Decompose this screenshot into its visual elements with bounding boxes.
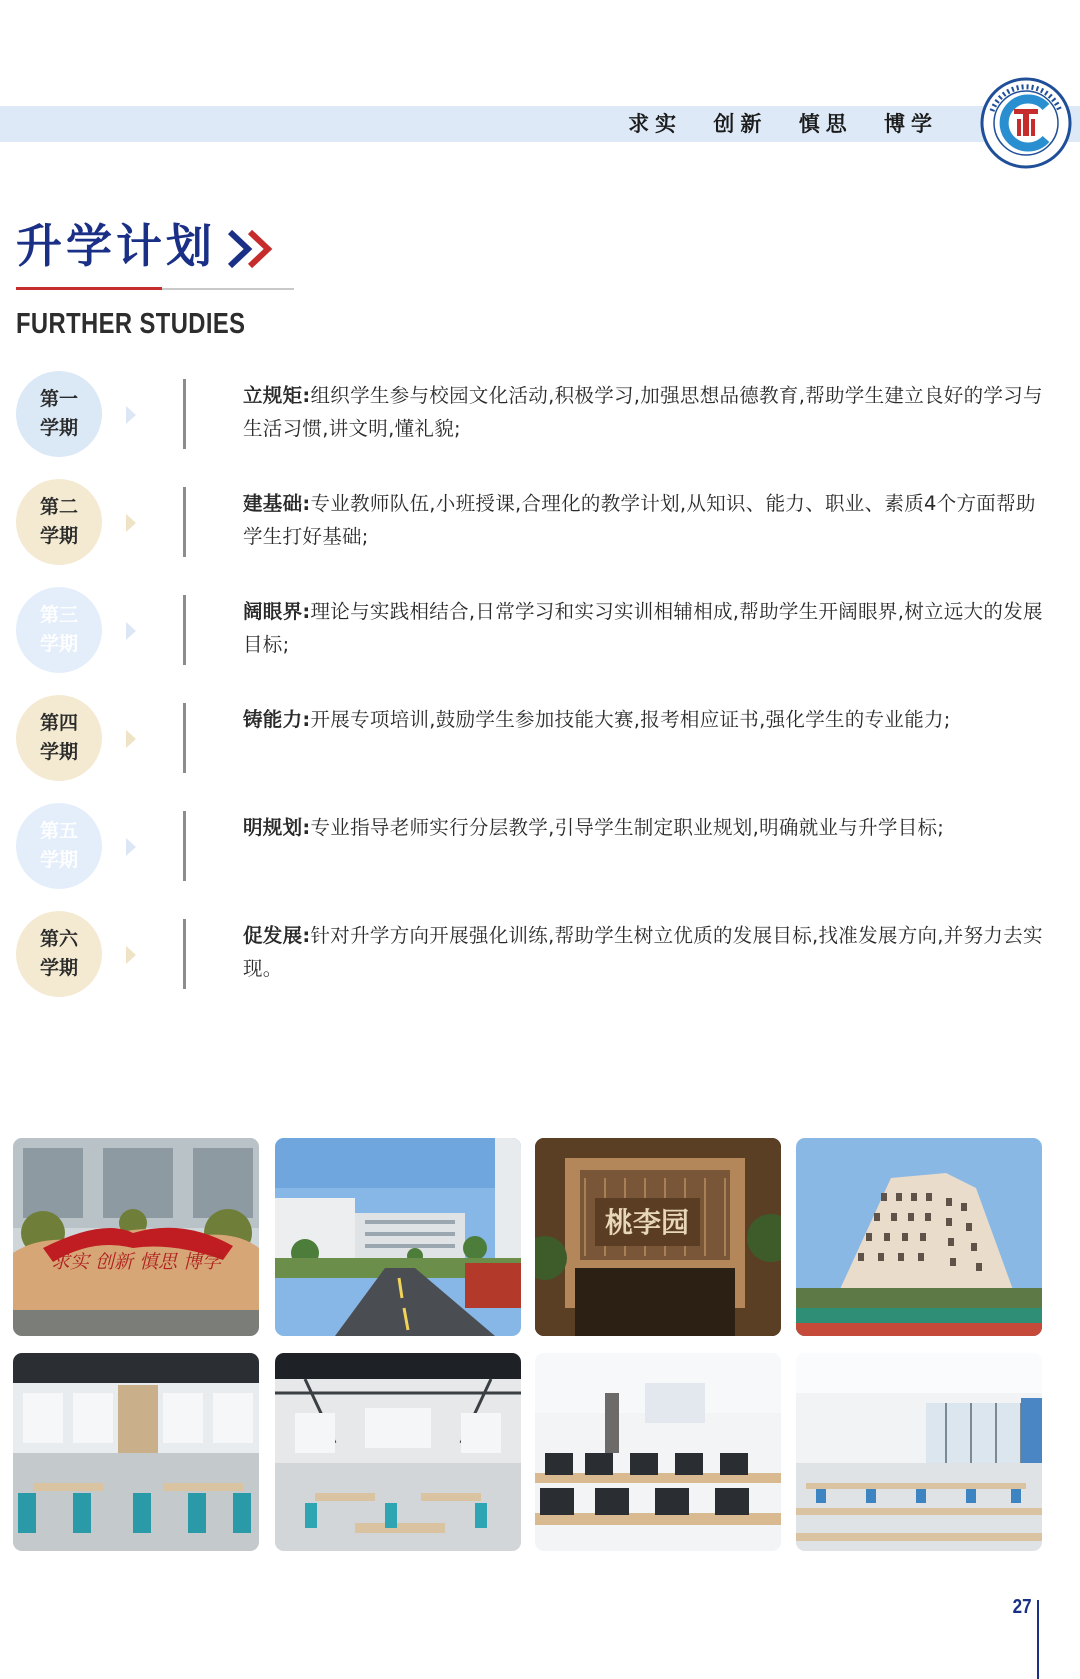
campus-photo-sign [535, 1138, 781, 1336]
campus-photo-dining-hall [275, 1353, 521, 1551]
divider [183, 919, 186, 989]
semester-badge [16, 695, 102, 781]
motto-word: 博学 [884, 111, 938, 136]
semester-label: 学期 [39, 633, 78, 655]
semester-label: 学期 [39, 849, 78, 871]
semester-label: 学期 [39, 957, 78, 979]
semester-number: 第二 [39, 496, 78, 518]
title-underline-accent [16, 287, 162, 290]
semester-description [243, 595, 1043, 661]
semester-detail: 专业指导老师实行分层教学,引导学生制定职业规划,明确就业与升学目标; [310, 816, 945, 839]
semester-keyword: 促发展: [243, 924, 311, 947]
campus-photo-road [275, 1138, 521, 1336]
divider [183, 487, 186, 557]
semester-detail: 理论与实践相结合,日常学习和实习实训相辅相成,帮助学生开阔眼界,树立远大的发展目标; [243, 600, 1043, 656]
semester-keyword: 建基础: [243, 492, 311, 515]
school-logo-icon [980, 77, 1072, 169]
semester-detail: 开展专项培训,鼓励学生参加技能大赛,报考相应证书,强化学生的专业能力; [310, 708, 951, 731]
title-underline [162, 288, 294, 290]
semester-number: 第三 [39, 604, 78, 626]
page-title: 升学计划 [16, 219, 216, 273]
semester-detail: 针对升学方向开展强化训练,帮助学生树立优质的发展目标,找准发展方向,并努力去实现。 [243, 924, 1043, 980]
motto-word: 求实 [628, 111, 683, 136]
semester-detail: 组织学生参与校园文化活动,积极学习,加强思想品德教育,帮助学生建立良好的学习与生活习惯,讲文明,懂礼貌; [243, 384, 1043, 440]
motto-word: 慎思 [798, 111, 853, 136]
semester-keyword: 铸能力: [243, 708, 311, 731]
semester-row [0, 369, 1080, 469]
arrow-right-icon [126, 406, 136, 424]
motto-word: 创新 [713, 111, 768, 136]
semester-badge [16, 803, 102, 889]
page-number-rule [1037, 1600, 1039, 1679]
semester-detail: 专业教师队伍,小班授课,合理化的教学计划,从知识、能力、职业、素质4个方面帮助学生打好基础; [243, 492, 1036, 548]
stone-motto-text: 求实 创新 慎思 博学 [50, 1251, 222, 1273]
divider [183, 703, 186, 773]
semester-keyword: 阔眼界: [243, 600, 311, 623]
semester-label: 学期 [39, 525, 78, 547]
semester-label: 学期 [39, 417, 78, 439]
divider [183, 811, 186, 881]
semester-description [243, 811, 1043, 844]
arrow-right-icon [126, 838, 136, 856]
semester-number: 第一 [39, 388, 78, 410]
page-number: 27 [1012, 1596, 1032, 1618]
school-motto [610, 106, 938, 142]
semester-badge [16, 479, 102, 565]
divider [183, 595, 186, 665]
semester-keyword: 明规划: [243, 816, 311, 839]
semester-badge [16, 371, 102, 457]
arrow-right-icon [126, 946, 136, 964]
campus-photo-classroom [796, 1353, 1042, 1551]
semester-number: 第四 [39, 712, 78, 734]
semester-number: 第五 [39, 820, 78, 842]
campus-photo-computer-lab [535, 1353, 781, 1551]
semester-description [243, 379, 1043, 445]
semester-badge [16, 587, 102, 673]
semester-row [0, 693, 1080, 793]
semester-number: 第六 [39, 928, 78, 950]
arrow-right-icon [126, 514, 136, 532]
arrow-right-icon [126, 730, 136, 748]
campus-photo-dormitory [796, 1138, 1042, 1336]
semester-description [243, 919, 1043, 985]
semester-description [243, 487, 1043, 553]
page-subtitle: FURTHER STUDIES [16, 308, 246, 340]
campus-photo-motto-stone [13, 1138, 259, 1336]
semester-row [0, 585, 1080, 685]
double-chevron-icon [226, 229, 278, 269]
semester-row [0, 477, 1080, 577]
semester-label: 学期 [39, 741, 78, 763]
arrow-right-icon [126, 622, 136, 640]
semester-keyword: 立规矩: [243, 384, 311, 407]
semester-row [0, 801, 1080, 901]
semester-badge [16, 911, 102, 997]
sign-text: 桃李园 [604, 1206, 690, 1239]
semester-row [0, 909, 1080, 1009]
semester-description [243, 703, 1043, 736]
campus-photo-canteen [13, 1353, 259, 1551]
divider [183, 379, 186, 449]
